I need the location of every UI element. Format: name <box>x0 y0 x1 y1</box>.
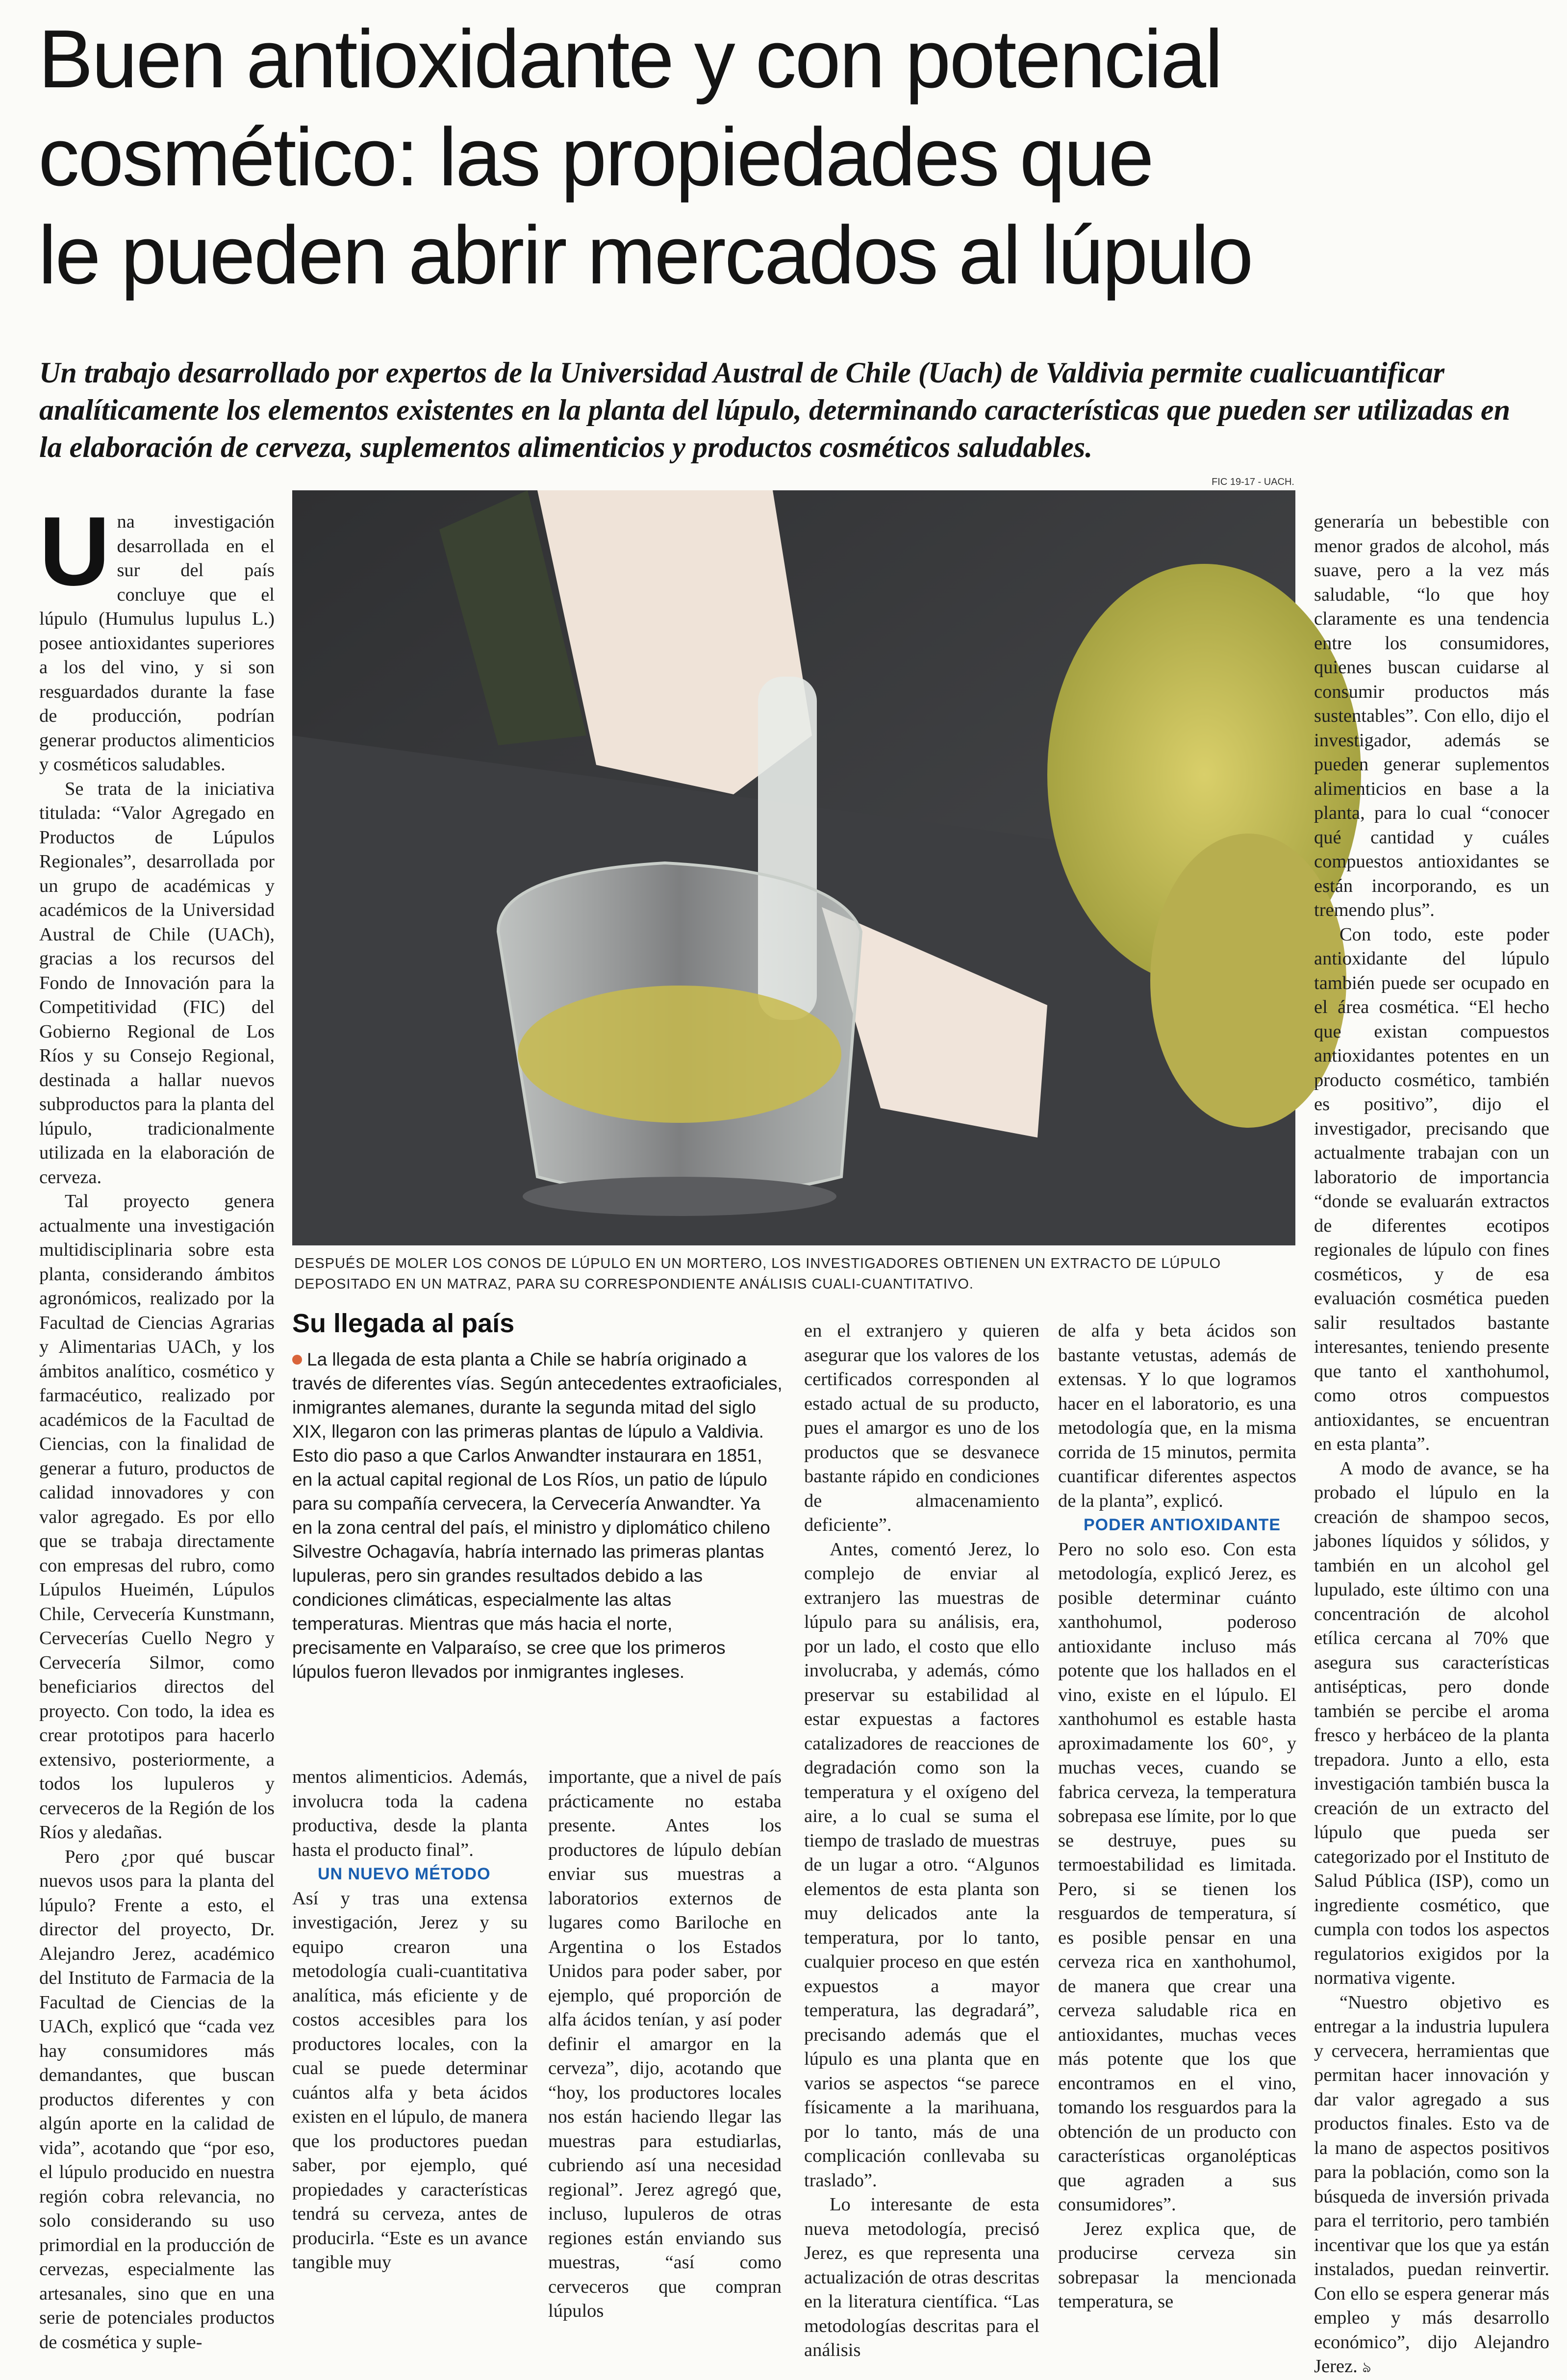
paragraph: de alfa y beta ácidos son bastante vetustas, además de extensas. Y lo que logramos hacer en el laboratorio, es una metodología que, en la misma corrida de 15 minutos, permita cuantificar diferentes aspectos de la planta”, explicó. <box>1058 1320 1296 1511</box>
headline-line-2: cosmético: las propiedades que <box>38 111 1153 203</box>
article-photo <box>292 490 1295 1245</box>
subheading-poder-antioxidante: PODER ANTIOXIDANTE <box>1084 1516 1281 1534</box>
paragraph: generaría un bebestible con menor grados de alcohol, más suave, pero a la vez más saludable, “lo que hoy claramente es una tendencia entre los consumidores, quienes buscan cuidarse al consumir productos más sustentables”. Con ello, dijo el investigador, además se pueden generar suplementos alimenticios en base a la planta, para lo cual “conocer qué cantidad y cuáles compuestos antioxidantes se están incorporando, es un tremendo plus”. <box>1314 511 1549 920</box>
box-title: Su llegada al país <box>292 1309 515 1338</box>
box-text <box>292 1347 783 1684</box>
paragraph: mentos alimenticios. Además, involucra toda la cadena productiva, desde la planta hasta el producto final”. <box>292 1767 528 1860</box>
paragraph-text: “Nuestro objetivo es entregar a la industria lupulera y cervecera, herramientas que permitan hacer innovación y dar valor agregado a sus productos finales. Esto va de la mano de aspectos positivos para la población, como son la búsqueda de inversión privada para el territorio, pero también incentivar que los que ya están instalados, puedan reinvertir. Con ello se espera generar más empleo y más desarrollo económico”, dijo Alejandro Jerez. <box>1314 1992 1549 2377</box>
paragraph: A modo de avance, se ha probado el lúpulo en la creación de shampoo secos, jabones líquidos y sólidos, y también en un alcohol gel lupulado, este último con una concentración de alcohol etílica cercana al 70% que asegura sus características antisépticas, pero donde también se percibe el aroma fresco y herbáceo de la planta trepadora. Junto a ello, esta investigación también busca la creación de un extracto del lúpulo que pueda ser categorizado por el Instituto de Salud Pública (ISP), como un ingrediente cosmético, que cumpla con todos los aspectos regulatorios exigidos por la normativa vigente. <box>1314 1458 1549 1988</box>
paragraph: Jerez explica que, de producirse cerveza sin sobrepasar la mencionada temperatura, se <box>1058 2218 1296 2312</box>
photo-credit: FIC 19-17 - UACH. <box>1212 477 1294 487</box>
paragraph: en el extranjero y quieren asegurar que los valores de los certificados corresponden al estado actual de su producto, pues el amargor es uno de los productos que se desvanece bastante rápido en condiciones de almacenamiento deficiente”. <box>804 1320 1039 1535</box>
mortar-hops-photo <box>292 490 1295 1245</box>
paragraph: Pero no solo eso. Con esta metodología, explicó Jerez, es posible determinar cuánto xanthohumol, poderoso antioxidante incluso más potente que los hallados en el vino, existe en el lúpulo. El xanthohumol es estable hasta aproximadamente los 60°, y muchas veces, cuando se fabrica cerveza, la temperatura sobrepasa ese límite, por lo que se destruye, pues su termoestabilidad es limitada. Pero, si se tienen los resguardos de temperatura, sí es posible pensar en una cerveza rica en xanthohumol, de manera que crear una cerveza saludable rica en antioxidantes, muchas veces más potente que los que encontramos en el vino, tomando los resguardos para la obtención de un producto con características organolépticas que agraden a sus consumidores”. <box>1058 1539 1296 2215</box>
photo-caption: DESPUÉS DE MOLER LOS CONOS DE LÚPULO EN UN MORTERO, LOS INVESTIGADORES OBTIENEN UN EXTRACTO DE LÚPULO DEPOSITADO EN UN MATRAZ, PARA SU CORRESPONDIENTE ANÁLISIS CUALI-CUANTITATIVO. <box>294 1256 1221 1292</box>
article-column-5 <box>1058 1319 1296 2312</box>
bullet-icon <box>292 1355 302 1365</box>
paragraph: Con todo, este poder antioxidante del lúpulo también puede ser ocupado en el área cosmética. “El hecho que existan compuestos antioxidantes potentes en un producto cosmético, también es positivo”, dijo el investigador, precisando que actualmente trabajan con un laboratorio de importancia “donde se evaluarán extractos de diferentes ecotipos regionales de lúpulo con fines cosméticos, y de esa evaluación cosmética pueden salir resultados bastante interesantes, teniendo presente que tanto el xanthohumol, como otros compuestos antioxidantes, se encuentran en esta planta”. <box>1314 924 1549 1454</box>
article-column-2 <box>292 1765 528 2273</box>
sidebar-box <box>292 1304 783 1687</box>
paragraph <box>1314 1991 1549 2380</box>
first-paragraph <box>39 497 275 777</box>
box-paragraph: La llegada de esta planta a Chile se habría originado a través de diferentes vías. Según antecedentes extraoficiales, inmigrantes alemanes, durante la segunda mitad del siglo XIX, llegaron con las primeras plantas de lúpulo a Valdivia. Esto dio paso a que Carlos Anwandter instaurara en 1851, en la actual capital regional de Los Ríos, un patio de lúpulo para su compañía cervecera, la Cervecería Anwandter. Ya en la zona central del país, el ministro y diplomático chileno Silvestre Ochagavía, habría internado las primeras plantas lupuleras, pero sin grandes resultados debido a las condiciones climáticas, especialmente las altas temperaturas. Mientras que más hacia el norte, precisamente en Valparaíso, se cree que los primeros lúpulos fueron llevados por inmigrantes ingleses. <box>292 1349 783 1682</box>
paragraph: Así y tras una extensa investigación, Jerez y su equipo crearon una metodología cuali-cuantitativa analítica, más eficiente y de costos accesibles para los productores locales, con la cual se puede determinar cuántos alfa y beta ácidos existen en el lúpulo, de manera que los productores puedan saber, por ejemplo, qué propiedades y características tendrá su cerveza, antes de producirla. “Este es un avance tangible muy <box>292 1888 528 2273</box>
drop-cap: U <box>39 497 110 606</box>
paragraph-text: na investigación desarrollada en el sur del país concluye que el lúpulo (Humulus lupulus L.) posee antioxidantes superiores a los del vino, y si son resguardados durante la fase de producción, podrían generar productos alimenticios y cosméticos saludables. <box>39 511 275 775</box>
article-column-1 <box>39 497 275 2353</box>
paragraph: Tal proyecto genera actualmente una investigación multidisciplinaria sobre esta planta, considerando ámbitos agronómicos, realizado por la Facultad de Ciencias Agrarias y Alimentarias UACh, y los ámbitos analítico, cosmético y farmacéutico, realizado por académicos de la Facultad de Ciencias, con la finalidad de generar a futuro, productos de calidad innovadores y con valor agregado. Es por ello que se trabaja directamente con empresas del rubro, como Lúpulos Hueimén, Lúpulos Chile, Cervecería Kunstmann, Cervecerías Cuello Negro y Cervecería Silmor, como beneficiarios directos del proyecto. Con todo, la idea es crear prototipos para hacerlo extensivo, posteriormente, a todos los lupuleros y cerveceros de la Región de los Ríos y aledañas. <box>39 1191 275 1843</box>
headline-line-1: Buen antioxidante y con potencial <box>38 13 1222 105</box>
headline <box>38 10 1411 304</box>
paragraph: importante, que a nivel de país prácticamente no estaba presente. Antes los productores de lúpulo debían enviar sus muestras a laboratorios externos de lugares como Bariloche en Argentina o los Estados Unidos para poder saber, por ejemplo, qué proporción de alfa ácidos tenían, y así poder definir el amargor en la cerveza”, dijo, acotando que “hoy, los productores locales nos están haciendo llegar las muestras para estudiarlas, cubriendo así una necesidad regional”. Jerez agregó que, incluso, lupuleros de otras regiones están enviando sus muestras, “así como cerveceros que compran lúpulos <box>548 1767 782 2321</box>
subheading-nuevo-metodo: UN NUEVO MÉTODO <box>318 1865 491 1883</box>
paragraph: Se trata de la iniciativa titulada: “Valor Agregado en Productos de Lúpulos Regionales”, desarrollada por un grupo de académicas y académicos de la Universidad Austral de Chile (UACh), gracias a los recursos del Fondo de Innovación para la Competitividad (FIC) del Gobierno Regional de Los Ríos y su Consejo Regional, destinada a hallar nuevos subproductos para la planta del lúpulo, tradicionalmente utilizada en la elaboración de cerveza. <box>39 778 275 1188</box>
end-mark-icon: ঌ <box>1362 2359 1371 2376</box>
paragraph: Antes, comentó Jerez, lo complejo de enviar al extranjero las muestras de lúpulo para su análisis, era, por un lado, el costo que ello involucraba, y además, cómo preservar su estabilidad al estar expuestas a factores catalizadores de reacciones de degradación como son la temperatura y el oxígeno del aire, a lo cual se suma el tiempo de traslado de muestras de un lugar a otro. “Algunos elementos de esta planta son muy delicados ante la temperatura, por lo tanto, cualquier proceso en que estén expuestos a mayor temperatura, las degradará”, precisando además que el lúpulo es una planta que en varios se aspectos “se parece físicamente a la marihuana, por lo tanto, más de una complicación conllevaba su traslado”. <box>804 1539 1039 2191</box>
paragraph: Pero ¿por qué buscar nuevos usos para la planta del lúpulo? Frente a esto, el director del proyecto, Dr. Alejandro Jerez, académico del Instituto de Farmacia de la Facultad de Ciencias de la UACh, explicó que “cada vez hay consumidores más demandantes, que buscan productos diferentes y con algún aporte en la calidad de vida”, acotando que “por eso, el lúpulo producido en nuestra región cobra relevancia, no solo considerando su uso primordial en la producción de cervezas, especialmente las artesanales, sino que en una serie de potenciales productos de cosmética y suple- <box>39 1846 275 2353</box>
article-column-6 <box>1314 510 1549 2377</box>
lead-paragraph: Un trabajo desarrollado por expertos de la Universidad Austral de Chile (Uach) de Valdivia permite cualicuantificar analíticamente los elementos existentes en la planta del lúpulo, determinando características que pueden ser utilizadas en la elaboración de cerveza, suplementos alimenticios y productos cosméticos saludables. <box>39 356 1511 463</box>
headline-line-3: le pueden abrir mercados al lúpulo <box>38 209 1252 301</box>
paragraph: Lo interesante de esta nueva metodología, precisó Jerez, es que representa una actualización de otras descritas en la literatura científica. “Las metodologías descritas para el análisis <box>804 2194 1039 2360</box>
article-column-3 <box>548 1765 782 2321</box>
article-column-4 <box>804 1319 1039 2360</box>
